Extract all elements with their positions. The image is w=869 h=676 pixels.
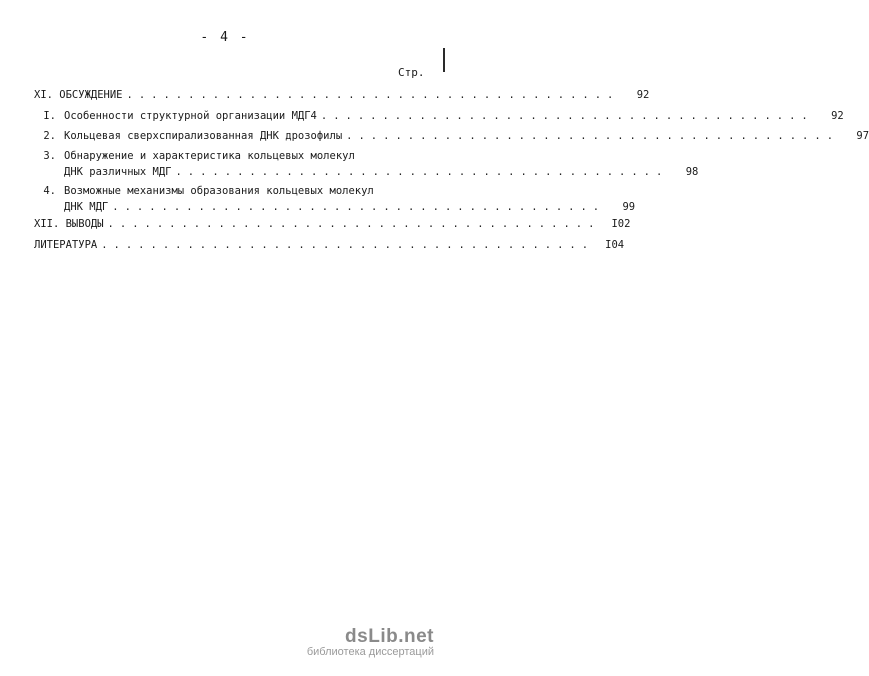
toc-entry-conclusions xyxy=(34,216,631,232)
margin-mark xyxy=(443,48,445,72)
toc-entry-number: I. xyxy=(43,110,56,122)
toc-entry-subsection-3 xyxy=(34,148,699,180)
toc-entry-number: 2. xyxy=(43,130,56,142)
dot-leader: ........................................ xyxy=(101,239,595,251)
watermark xyxy=(307,626,434,658)
toc-entry-subsection-2 xyxy=(34,128,869,144)
watermark-tagline: библиотека диссертаций xyxy=(306,646,434,658)
toc-page-ref: I02 xyxy=(611,218,631,230)
toc-entry-title: Кольцевая сверхспирализованная ДНК дрозофилы xyxy=(64,130,343,142)
toc-entry-literature xyxy=(34,237,625,253)
toc-entry-title: XI. ОБСУЖДЕНИЕ xyxy=(34,89,123,101)
page-number: - 4 - xyxy=(200,30,250,45)
dot-leader: ........................................ xyxy=(107,218,601,230)
toc-page-ref: 98 xyxy=(685,166,699,178)
toc-page-ref: 92 xyxy=(636,89,650,101)
toc-entry-title: Особенности структурной организации МДГ4 xyxy=(64,110,317,122)
toc-page-ref: I04 xyxy=(605,239,625,251)
toc-page-ref: 99 xyxy=(622,201,636,213)
dot-leader: ........................................ xyxy=(346,130,840,142)
toc-entry-subsection-1 xyxy=(34,108,844,124)
toc-page-ref: 92 xyxy=(831,110,844,122)
dot-leader: ........................................ xyxy=(112,201,606,213)
toc-entry-title: Обнаружение и характеристика кольцевых молекул xyxy=(64,150,355,162)
toc-entry-title: XII. ВЫВОДЫ xyxy=(34,218,104,230)
toc-entry-title-continued: ДНК различных МДГ xyxy=(64,166,172,178)
toc-page-ref: 97 xyxy=(856,130,869,142)
toc-entry-title: Возможные механизмы образования кольцевых молекул xyxy=(64,185,374,197)
dot-leader: ........................................ xyxy=(126,89,620,101)
toc-entry-discussion xyxy=(34,87,650,103)
toc-entry-title-continued: ДНК МДГ xyxy=(64,201,109,213)
toc-entry-number: 4. xyxy=(43,185,56,197)
watermark-logo: dsLib.net xyxy=(345,626,434,647)
dot-leader: ........................................ xyxy=(320,110,814,122)
toc-entry-subsection-4 xyxy=(34,183,636,215)
page-column-header: Стр. xyxy=(398,66,425,79)
toc-entry-number: 3. xyxy=(43,150,56,162)
dot-leader: ........................................ xyxy=(175,166,669,178)
toc-entry-title: ЛИТЕРАТУРА xyxy=(34,239,98,251)
